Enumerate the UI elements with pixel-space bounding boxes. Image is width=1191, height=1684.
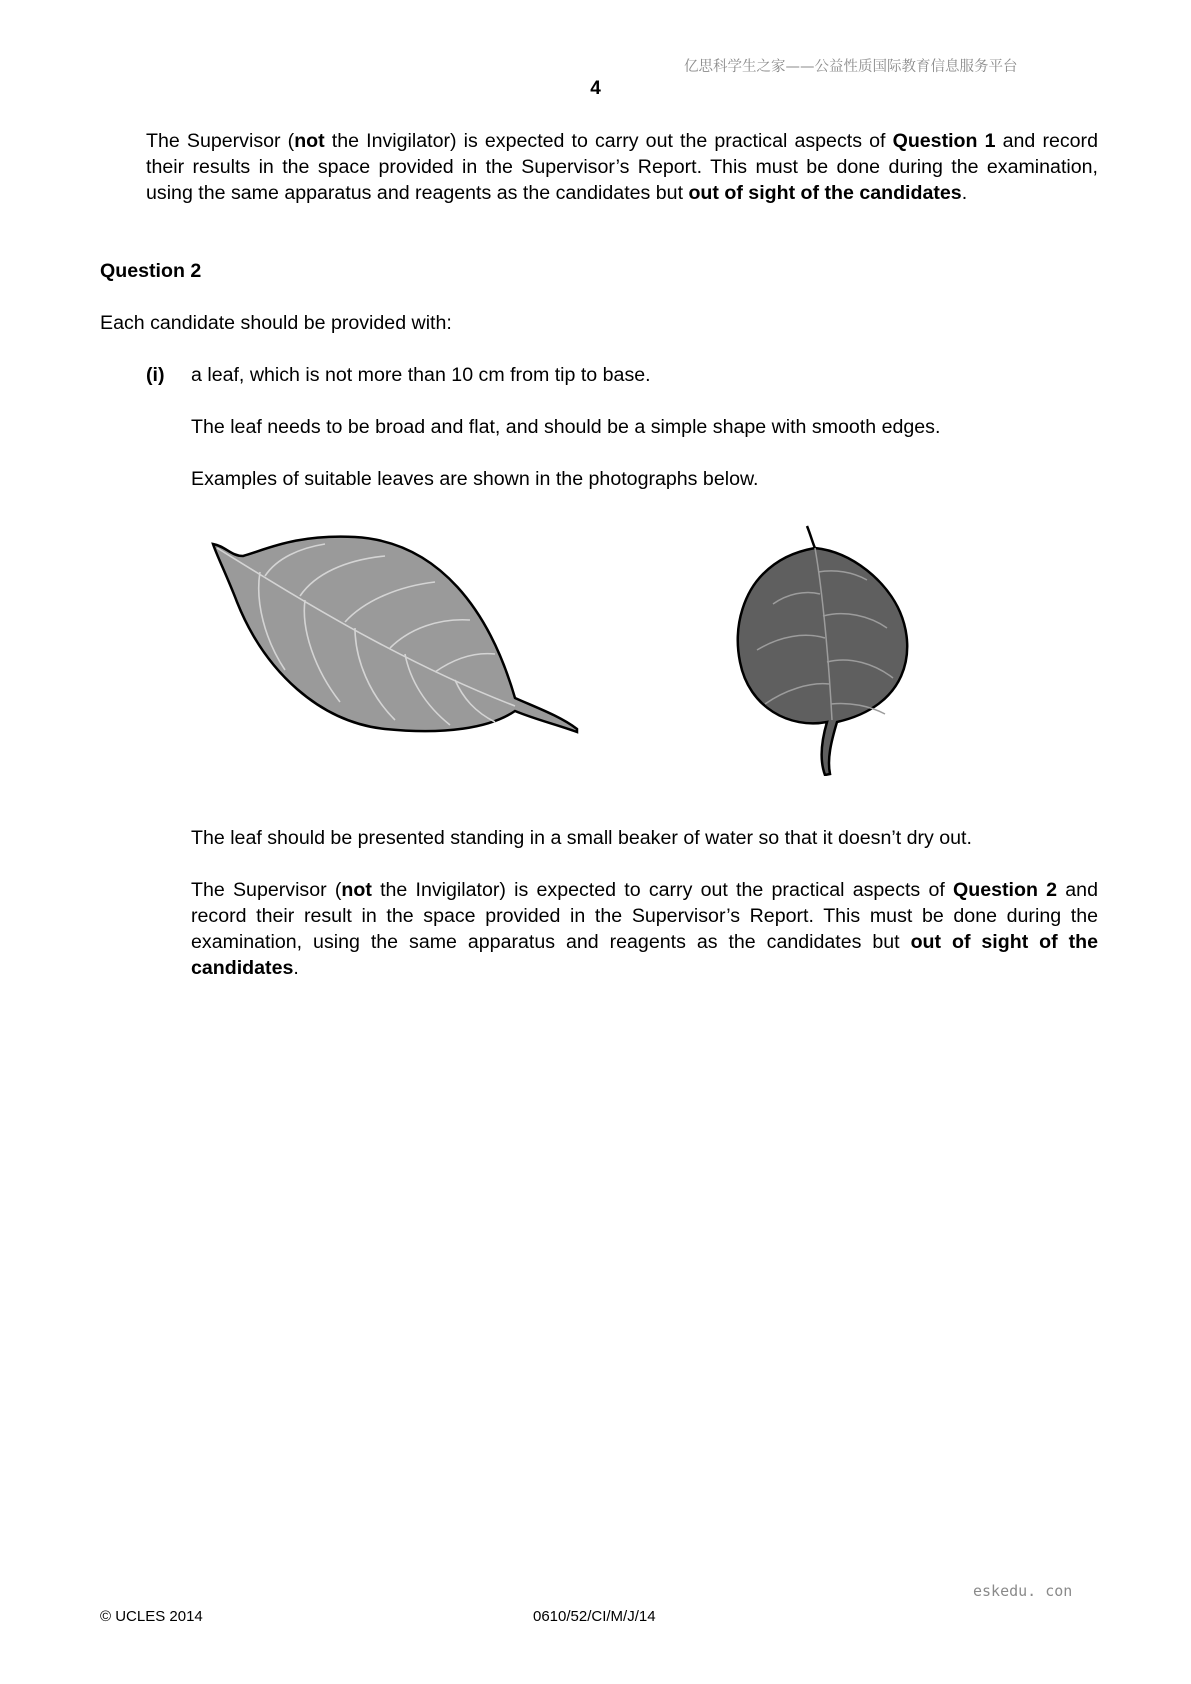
presentation-instruction: The leaf should be presented standing in a small beaker of water so that it doesn’t dry out. [191, 827, 972, 849]
item-label: (i) [146, 364, 165, 386]
q2-supervisor-paragraph: The Supervisor (not the Invigilator) is expected to carry out the practical aspects of Question 2 and record their result in the space provided in the Supervisor’s Report. This must be done during the examination, using the same apparatus and reagents as the candidates but out of sight of the candidates. [191, 879, 1098, 979]
leaf-examples-caption: Examples of suitable leaves are shown in the photographs below. [191, 468, 759, 490]
emphasis-out-of-sight: out of sight of the candidates [191, 931, 1098, 979]
q1-supervisor-paragraph: The Supervisor (not the Invigilator) is expected to carry out the practical aspects of Question 1 and record their results in the space provided in the Supervisor’s Report. This must be done during the examination, using the same apparatus and reagents as the candidates but out of sight of the candidates. [146, 130, 1098, 204]
footer-code: 0610/52/CI/M/J/14 [533, 1608, 656, 1625]
question-2-intro: Each candidate should be provided with: [100, 312, 452, 334]
emphasis-not: not [341, 879, 372, 901]
emphasis-question: Question 2 [953, 879, 1058, 901]
heart-shaped-leaf-image [735, 524, 935, 776]
elliptic-leaf-image [205, 530, 585, 755]
emphasis-question: Question 1 [892, 130, 996, 152]
emphasis-not: not [294, 130, 325, 152]
emphasis-out-of-sight: out of sight of the candidates [688, 182, 962, 204]
watermark-top: 亿思科学生之家——公益性质国际教育信息服务平台 [684, 59, 1018, 75]
leaf-requirements: The leaf needs to be broad and flat, and should be a simple shape with smooth edges. [191, 416, 941, 438]
page-number: 4 [590, 78, 601, 99]
watermark-bottom: eskedu. con [973, 1582, 1073, 1600]
footer-copyright: © UCLES 2014 [100, 1608, 203, 1625]
item-text: a leaf, which is not more than 10 cm from tip to base. [191, 364, 651, 386]
question-2-heading: Question 2 [100, 260, 202, 282]
